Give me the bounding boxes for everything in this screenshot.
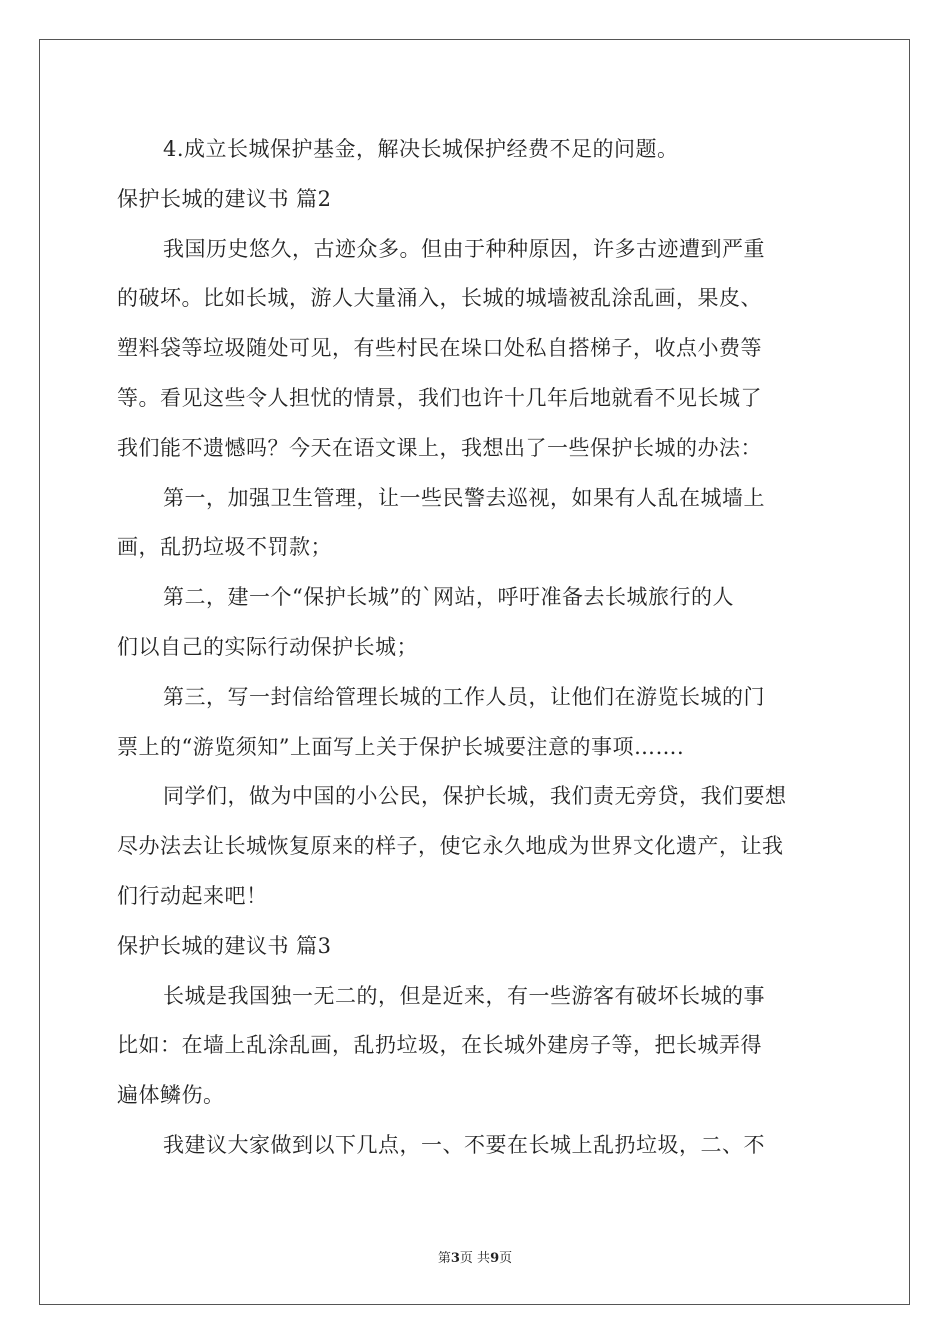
- text-line: 我国历史悠久，古迹众多。但由于种种原因，许多古迹遭到严重: [163, 236, 765, 261]
- footer-suffix: 页: [499, 1251, 513, 1266]
- text-line: 第三，写一封信给管理长城的工作人员，让他们在游览长城的门: [163, 684, 765, 709]
- text-line: 票上的“游览须知”上面写上关于保护长城要注意的事项…….: [117, 734, 685, 759]
- text-line: 塑料袋等垃圾随处可见，有些村民在垛口处私自搭梯子，收点小费等: [117, 336, 762, 361]
- total-page-number: 9: [490, 1251, 500, 1266]
- text-line: 保护长城的建议书 篇3: [117, 933, 332, 958]
- text-line: 第二，建一个“保护长城”的`网站，呼吁准备去长城旅行的人: [163, 585, 734, 610]
- text-line: 我建议大家做到以下几点，一、不要在长城上乱扔垃圾，二、不: [163, 1132, 765, 1157]
- document-body: [117, 128, 833, 1174]
- text-line: 等。看见这些令人担忧的情景，我们也许十几年后地就看不见长城了: [117, 385, 762, 410]
- text-line: 的破坏。比如长城，游人大量涌入，长城的城墙被乱涂乱画，果皮、: [117, 286, 762, 311]
- text-line: 尽办法去让长城恢复原来的样子，使它永久地成为世界文化遗产，让我: [117, 834, 784, 859]
- text-line: 遍体鳞伤。: [117, 1083, 225, 1108]
- current-page-number: 3: [450, 1251, 460, 1266]
- text-line: 第一，加强卫生管理，让一些民警去巡视，如果有人乱在城墙上: [163, 485, 765, 510]
- footer-prefix: 第: [437, 1251, 451, 1266]
- footer-middle: 页 共: [459, 1251, 491, 1266]
- text-line: 我们能不遗憾吗？今天在语文课上，我想出了一些保护长城的办法：: [117, 435, 762, 460]
- text-line: 们以自己的实际行动保护长城；: [117, 634, 418, 659]
- text-line: 比如：在墙上乱涂乱画，乱扔垃圾，在长城外建房子等，把长城弄得: [117, 1033, 762, 1058]
- text-line: 保护长城的建议书 篇2: [117, 186, 332, 211]
- text-line: 同学们，做为中国的小公民，保护长城，我们责无旁贷，我们要想: [163, 784, 787, 809]
- text-line: 画，乱扔垃圾不罚款；: [117, 535, 332, 560]
- text-line: 长城是我国独一无二的，但是近来，有一些游客有破坏长城的事: [163, 983, 765, 1008]
- page-footer: [0, 1247, 950, 1266]
- text-line: 4.成立长城保护基金，解决长城保护经费不足的问题。: [163, 137, 679, 161]
- text-line: 们行动起来吧！: [117, 883, 268, 908]
